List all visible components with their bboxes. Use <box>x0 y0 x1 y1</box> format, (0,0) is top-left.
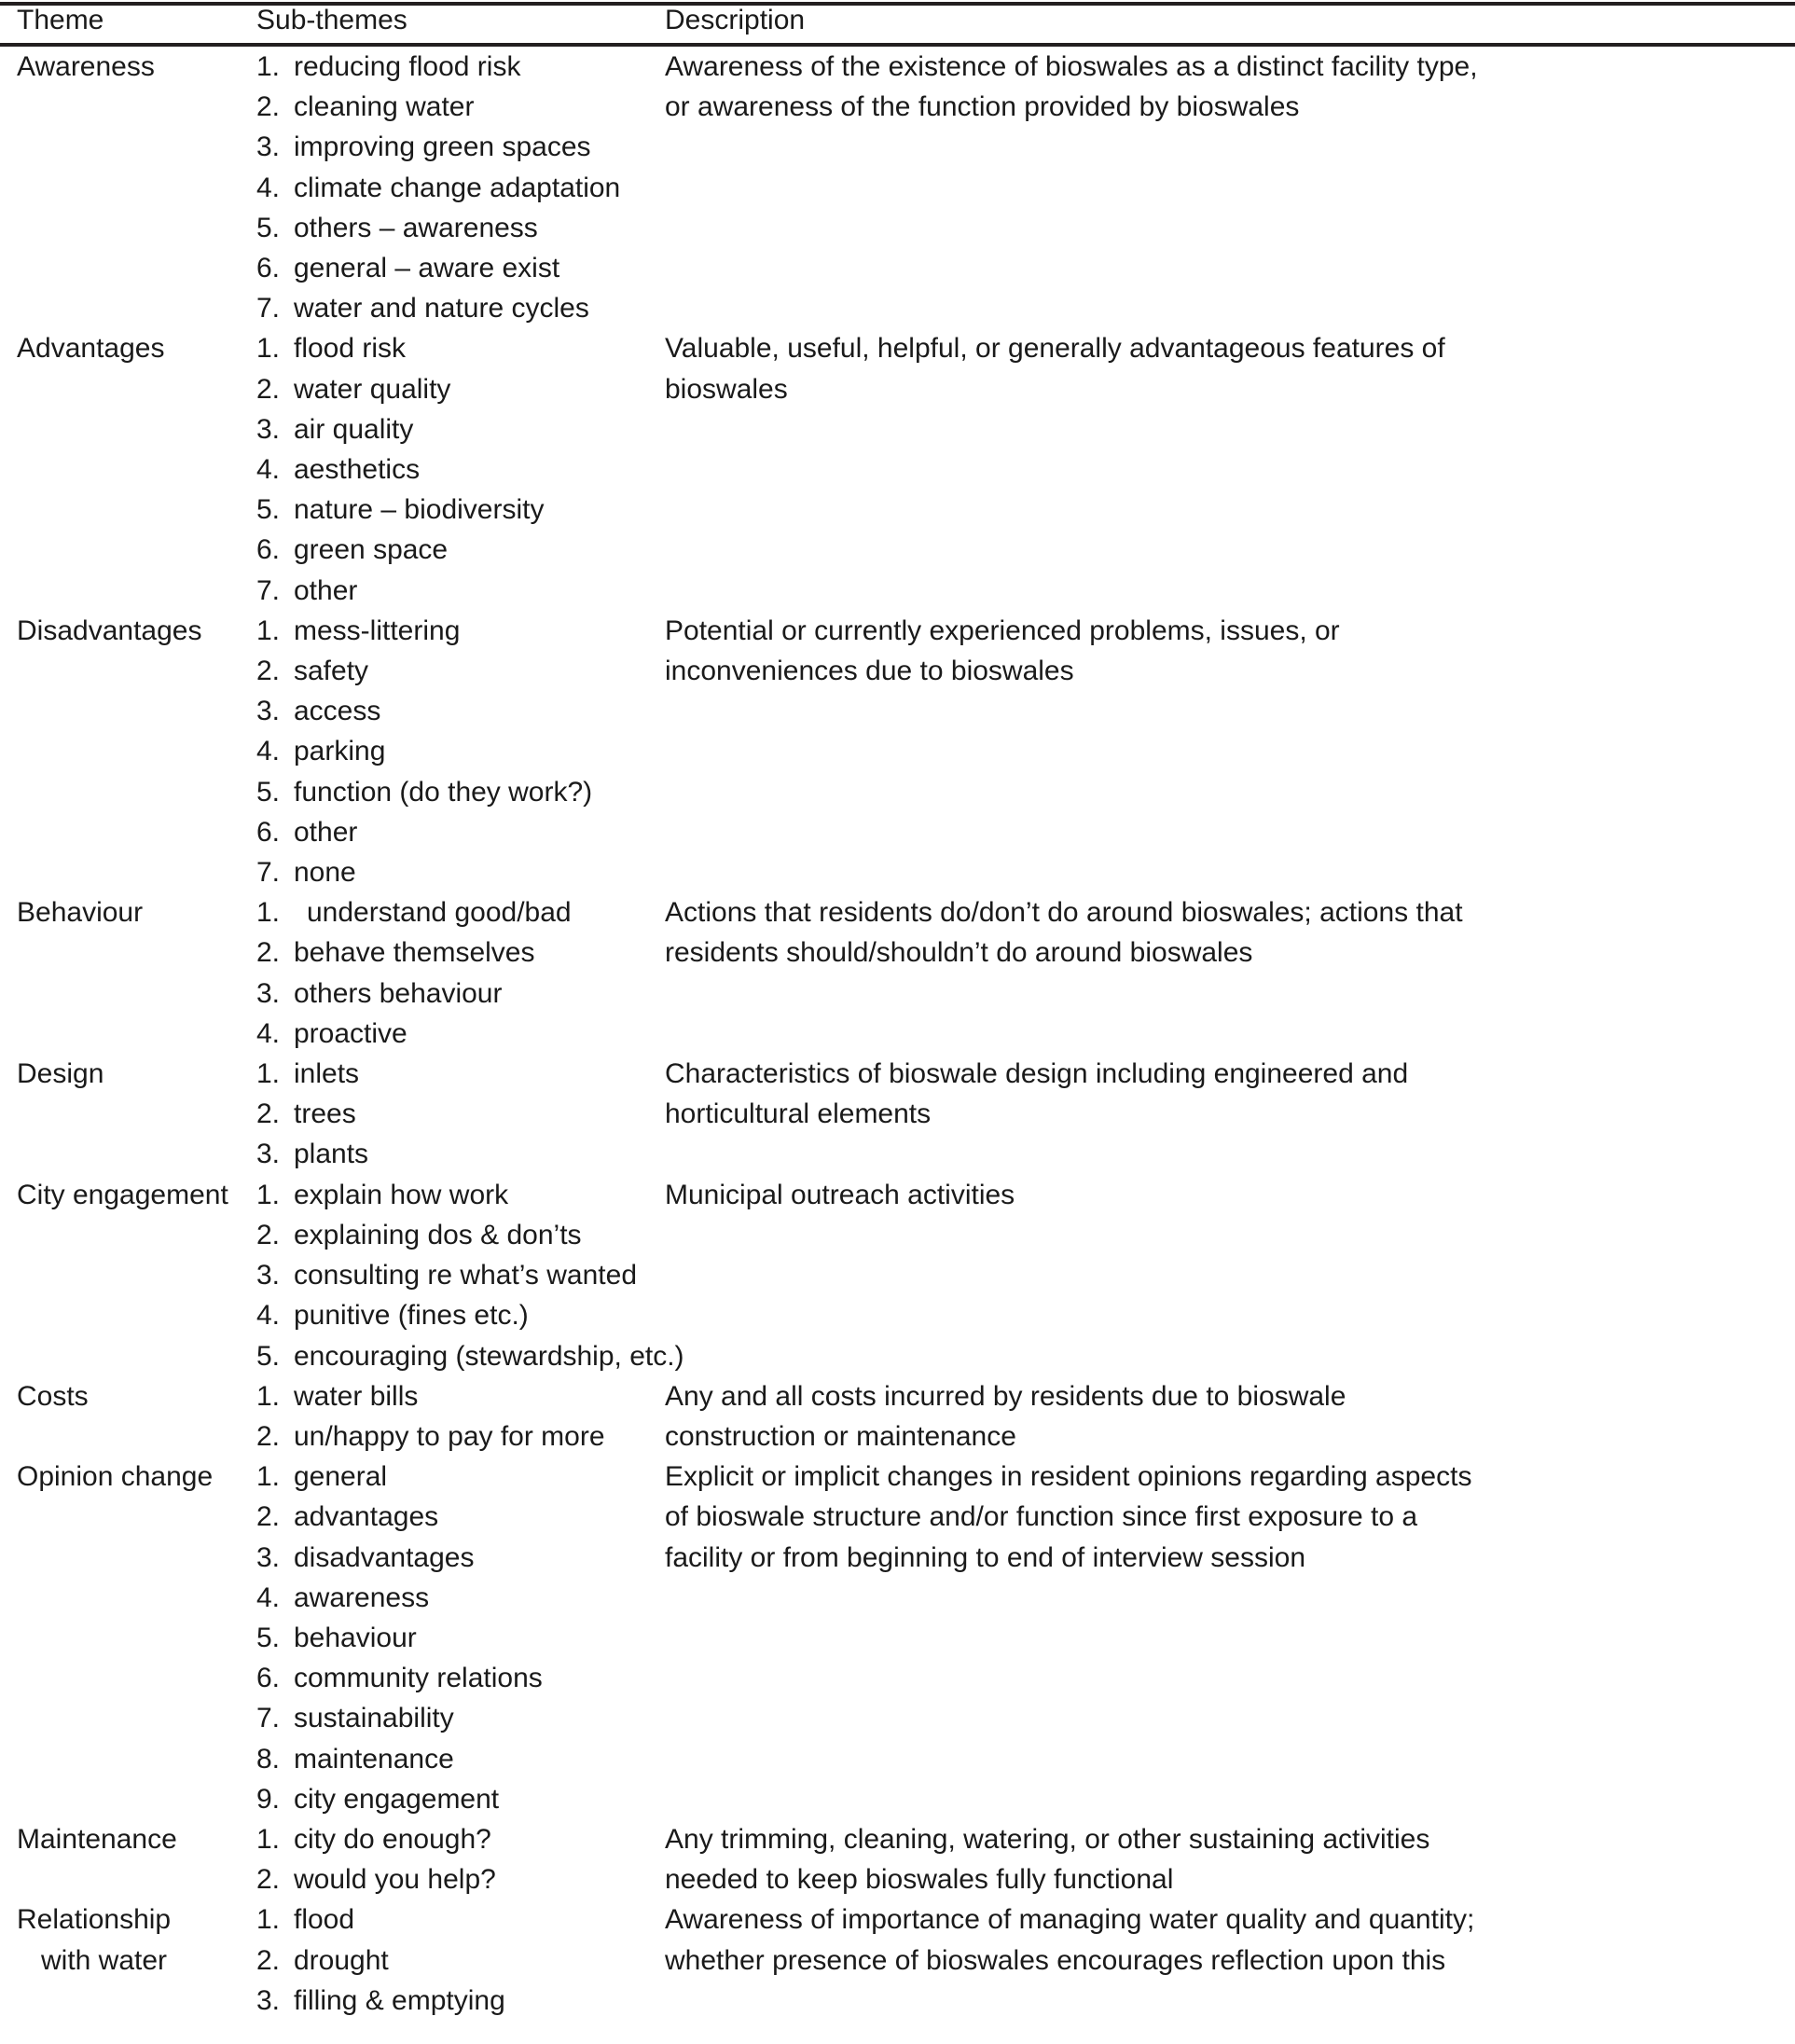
table-row <box>0 1819 1795 1899</box>
sub-theme-number: 1. <box>256 333 281 365</box>
sub-theme-number: 7. <box>256 1703 281 1734</box>
sub-themes-cell <box>256 328 665 610</box>
sub-theme-number: 2. <box>256 1864 281 1896</box>
sub-theme-item <box>256 1295 665 1335</box>
sub-theme-item <box>256 1094 665 1134</box>
description-line: Any trimming, cleaning, watering, or other sustaining activities <box>665 1823 1430 1855</box>
sub-theme-item <box>256 1981 665 2021</box>
sub-themes-cell <box>256 47 665 328</box>
sub-theme-number: 5. <box>256 776 281 808</box>
sub-theme-item <box>256 932 665 973</box>
sub-theme-number: 3. <box>256 1541 281 1573</box>
sub-theme-number: 6. <box>256 816 281 848</box>
sub-theme-number: 1. <box>256 1904 281 1936</box>
table-row <box>0 1376 1795 1457</box>
sub-theme-number: 7. <box>256 857 281 889</box>
description-line: residents should/shouldn’t do around bioswales <box>665 937 1253 969</box>
sub-theme-label: inlets <box>294 1058 360 1090</box>
sub-themes-cell <box>256 1376 665 1457</box>
sub-theme-label: filling & emptying <box>294 1984 505 2016</box>
sub-theme-number: 1. <box>256 615 281 646</box>
table-header-row <box>0 0 1795 43</box>
sub-theme-number: 2. <box>256 1944 281 1976</box>
sub-theme-item <box>256 1940 665 1981</box>
sub-theme-number: 1. <box>256 1179 281 1210</box>
description-line: bioswales <box>665 373 788 405</box>
theme-cell <box>0 611 256 651</box>
sub-theme-item <box>256 1175 665 1215</box>
sub-theme-item <box>256 731 665 771</box>
sub-theme-item <box>256 1054 665 1094</box>
table-body <box>0 47 1795 2021</box>
description-line: of bioswale structure and/or function since first exposure to a <box>665 1501 1418 1533</box>
sub-theme-label: reducing flood risk <box>294 51 521 82</box>
description-cell <box>665 1899 1795 1980</box>
theme-cell <box>0 1054 256 1094</box>
sub-theme-number: 1. <box>256 51 281 82</box>
sub-theme-label: behave themselves <box>294 937 535 969</box>
sub-themes-cell <box>256 611 665 892</box>
theme-label: Advantages <box>17 333 165 365</box>
sub-theme-item <box>256 1819 665 1859</box>
sub-theme-label: sustainability <box>294 1703 454 1734</box>
sub-theme-item <box>256 571 665 611</box>
sub-theme-label: flood <box>294 1904 355 1936</box>
sub-theme-number: 8. <box>256 1743 281 1775</box>
sub-theme-label: safety <box>294 656 369 687</box>
table-row <box>0 892 1795 1054</box>
sub-theme-label: explain how work <box>294 1179 509 1210</box>
theme-label: Maintenance <box>17 1823 177 1855</box>
sub-theme-item <box>256 409 665 449</box>
sub-theme-number: 4. <box>256 454 281 486</box>
sub-theme-label: improving green spaces <box>294 131 591 163</box>
sub-theme-number: 4. <box>256 172 281 203</box>
sub-theme-number: 4. <box>256 1581 281 1613</box>
table-row <box>0 611 1795 892</box>
sub-theme-label: flood risk <box>294 333 407 365</box>
sub-theme-item <box>256 1859 665 1899</box>
description-line: or awareness of the function provided by bioswales <box>665 91 1300 123</box>
description-line: inconveniences due to bioswales <box>665 656 1074 687</box>
sub-theme-label: encouraging (stewardship, etc.) <box>294 1340 684 1372</box>
sub-theme-item <box>256 369 665 409</box>
sub-themes-cell <box>256 892 665 1054</box>
description-line: construction or maintenance <box>665 1420 1016 1452</box>
sub-theme-label: awareness <box>294 1581 430 1613</box>
sub-theme-label: understand good/bad <box>307 897 572 929</box>
sub-theme-item <box>256 1215 665 1255</box>
column-header-sub-themes: Sub-themes <box>256 5 407 35</box>
sub-theme-label: city engagement <box>294 1783 500 1815</box>
description-line: Valuable, useful, helpful, or generally advantageous features of <box>665 333 1445 365</box>
sub-theme-item <box>256 530 665 570</box>
sub-theme-label: water and nature cycles <box>294 293 589 325</box>
sub-theme-number: 3. <box>256 1139 281 1170</box>
sub-theme-item <box>256 892 665 932</box>
sub-theme-item <box>256 288 665 328</box>
sub-themes-cell <box>256 1819 665 1899</box>
sub-theme-label: behaviour <box>294 1622 417 1653</box>
sub-theme-item <box>256 1457 665 1497</box>
sub-theme-number: 9. <box>256 1783 281 1815</box>
sub-themes-cell <box>256 1175 684 1376</box>
sub-theme-number: 6. <box>256 534 281 566</box>
sub-theme-label: nature – biodiversity <box>294 494 545 526</box>
sub-theme-label: punitive (fines etc.) <box>294 1300 529 1332</box>
description-cell <box>665 611 1795 691</box>
theme-label: Disadvantages <box>17 615 202 646</box>
sub-theme-number: 1. <box>256 1380 281 1412</box>
sub-theme-label: general <box>294 1461 388 1493</box>
sub-theme-number: 1. <box>256 1461 281 1493</box>
sub-theme-item <box>256 87 665 127</box>
sub-theme-item <box>256 1779 665 1819</box>
sub-theme-label: aesthetics <box>294 454 421 486</box>
sub-theme-number: 3. <box>256 977 281 1009</box>
description-line: Explicit or implicit changes in resident opinions regarding aspects <box>665 1461 1472 1493</box>
sub-theme-number: 2. <box>256 1219 281 1250</box>
sub-theme-label: water quality <box>294 373 451 405</box>
sub-theme-number: 2. <box>256 1501 281 1533</box>
sub-theme-number: 1. <box>256 897 281 929</box>
sub-theme-label: consulting re what’s wanted <box>294 1260 637 1291</box>
sub-theme-item <box>256 1658 665 1698</box>
sub-theme-number: 6. <box>256 1663 281 1694</box>
theme-cell <box>0 1457 256 1497</box>
sub-theme-label: access <box>294 696 381 727</box>
sub-theme-label: other <box>294 816 358 848</box>
sub-theme-item <box>256 651 665 691</box>
sub-theme-label: plants <box>294 1139 369 1170</box>
sub-theme-label: advantages <box>294 1501 439 1533</box>
theme-label: City engagement <box>17 1179 228 1210</box>
sub-theme-item <box>256 1336 684 1376</box>
sub-theme-number: 5. <box>256 494 281 526</box>
theme-label-continuation: with water <box>41 1944 168 1976</box>
sub-theme-item <box>256 168 665 208</box>
description-line: Awareness of the existence of bioswales as a distinct facility type, <box>665 51 1478 82</box>
sub-theme-number: 3. <box>256 413 281 445</box>
sub-theme-number: 5. <box>256 1622 281 1653</box>
sub-theme-item <box>256 449 665 490</box>
sub-theme-number: 2. <box>256 937 281 969</box>
description-line: Awareness of importance of managing water quality and quantity; <box>665 1904 1475 1936</box>
description-cell <box>665 1457 1795 1578</box>
theme-label: Costs <box>17 1380 89 1412</box>
description-line: Actions that residents do/don’t do around bioswales; actions that <box>665 897 1463 929</box>
theme-cell <box>0 328 256 368</box>
sub-theme-item <box>256 47 665 87</box>
description-line: whether presence of bioswales encourages reflection upon this <box>665 1944 1446 1976</box>
sub-theme-label: explaining dos & don’ts <box>294 1219 582 1250</box>
theme-label: Behaviour <box>17 897 144 929</box>
theme-cell <box>0 1819 256 1859</box>
description-cell <box>665 1054 1795 1134</box>
sub-theme-number: 5. <box>256 212 281 243</box>
table-row <box>0 1175 1795 1376</box>
sub-theme-item <box>256 1739 665 1779</box>
sub-theme-number: 7. <box>256 293 281 325</box>
description-line: needed to keep bioswales fully functional <box>665 1864 1174 1896</box>
sub-theme-number: 2. <box>256 1420 281 1452</box>
sub-theme-number: 3. <box>256 1984 281 2016</box>
sub-theme-number: 3. <box>256 696 281 727</box>
sub-theme-label: climate change adaptation <box>294 172 621 203</box>
sub-theme-label: would you help? <box>294 1864 496 1896</box>
description-cell <box>665 47 1795 127</box>
theme-cell <box>0 1175 256 1215</box>
sub-theme-label: others behaviour <box>294 977 503 1009</box>
sub-theme-number: 5. <box>256 1340 281 1372</box>
sub-theme-number: 3. <box>256 131 281 163</box>
column-header-theme: Theme <box>17 5 104 35</box>
sub-theme-number: 4. <box>256 1300 281 1332</box>
sub-theme-number: 2. <box>256 91 281 123</box>
sub-theme-number: 6. <box>256 253 281 284</box>
sub-theme-label: city do enough? <box>294 1823 491 1855</box>
sub-theme-number: 2. <box>256 1098 281 1130</box>
sub-theme-label: others – awareness <box>294 212 538 243</box>
theme-cell <box>0 47 256 87</box>
description-cell <box>665 1175 1795 1215</box>
theme-label: Design <box>17 1058 104 1090</box>
sub-theme-label: disadvantages <box>294 1541 475 1573</box>
table-header <box>0 0 1795 43</box>
sub-theme-label: parking <box>294 736 386 767</box>
theme-cell <box>0 892 256 932</box>
sub-theme-label: trees <box>294 1098 356 1130</box>
sub-theme-label: air quality <box>294 413 414 445</box>
sub-theme-label: un/happy to pay for more <box>294 1420 605 1452</box>
sub-theme-label: function (do they work?) <box>294 776 593 808</box>
table-row <box>0 1054 1795 1175</box>
description-cell <box>665 1819 1795 1899</box>
sub-theme-item <box>256 1134 665 1174</box>
sub-theme-label: mess-littering <box>294 615 461 646</box>
sub-theme-item <box>256 248 665 288</box>
sub-theme-label: drought <box>294 1944 389 1976</box>
theme-cell <box>0 1899 256 1980</box>
sub-themes-cell <box>256 1457 665 1819</box>
sub-theme-item <box>256 691 665 731</box>
sub-theme-item <box>256 1255 665 1295</box>
sub-theme-number: 7. <box>256 574 281 606</box>
sub-theme-number: 2. <box>256 656 281 687</box>
sub-theme-item <box>256 208 665 248</box>
description-line: facility or from beginning to end of interview session <box>665 1541 1306 1573</box>
sub-theme-label: maintenance <box>294 1743 454 1775</box>
sub-theme-item <box>256 812 665 852</box>
table-row <box>0 1899 1795 2021</box>
sub-theme-number: 4. <box>256 1017 281 1049</box>
description-line: Municipal outreach activities <box>665 1179 1015 1210</box>
sub-theme-item <box>256 1497 665 1537</box>
sub-theme-item <box>256 328 665 368</box>
sub-theme-item <box>256 1698 665 1738</box>
sub-theme-label: cleaning water <box>294 91 475 123</box>
sub-theme-number: 1. <box>256 1823 281 1855</box>
description-cell <box>665 328 1795 408</box>
sub-theme-item <box>256 974 665 1014</box>
description-cell <box>665 892 1795 973</box>
description-line: Any and all costs incurred by residents due to bioswale <box>665 1380 1346 1412</box>
description-line: Characteristics of bioswale design including engineered and <box>665 1058 1409 1090</box>
theme-label: Relationship <box>17 1904 172 1936</box>
sub-themes-cell <box>256 1899 665 2021</box>
theme-label: Opinion change <box>17 1461 214 1493</box>
sub-theme-item <box>256 611 665 651</box>
sub-theme-item <box>256 772 665 812</box>
sub-theme-label: none <box>294 857 356 889</box>
table-row <box>0 1457 1795 1819</box>
table-row <box>0 328 1795 610</box>
sub-theme-item <box>256 127 665 167</box>
sub-theme-label: green space <box>294 534 449 566</box>
sub-theme-label: proactive <box>294 1017 407 1049</box>
sub-theme-label: community relations <box>294 1663 543 1694</box>
description-line: horticultural elements <box>665 1098 932 1130</box>
sub-theme-item <box>256 1618 665 1658</box>
theme-cell <box>0 1376 256 1416</box>
description-cell <box>665 1376 1795 1457</box>
sub-theme-item <box>256 1416 665 1457</box>
table-row <box>0 47 1795 328</box>
description-line: Potential or currently experienced problems, issues, or <box>665 615 1340 646</box>
sub-theme-number: 3. <box>256 1260 281 1291</box>
sub-theme-label: other <box>294 574 358 606</box>
sub-theme-number: 2. <box>256 373 281 405</box>
sub-theme-number: 4. <box>256 736 281 767</box>
sub-theme-item <box>256 1014 665 1054</box>
theme-label: Awareness <box>17 51 155 82</box>
sub-theme-item <box>256 852 665 892</box>
sub-theme-item <box>256 490 665 530</box>
column-header-description: Description <box>665 5 806 35</box>
sub-theme-label: general – aware exist <box>294 253 560 284</box>
sub-theme-number: 1. <box>256 1058 281 1090</box>
sub-theme-label: water bills <box>294 1380 419 1412</box>
sub-themes-cell <box>256 1054 665 1175</box>
sub-theme-item <box>256 1578 665 1618</box>
sub-theme-item <box>256 1899 665 1940</box>
sub-theme-item <box>256 1376 665 1416</box>
sub-theme-item <box>256 1538 665 1578</box>
